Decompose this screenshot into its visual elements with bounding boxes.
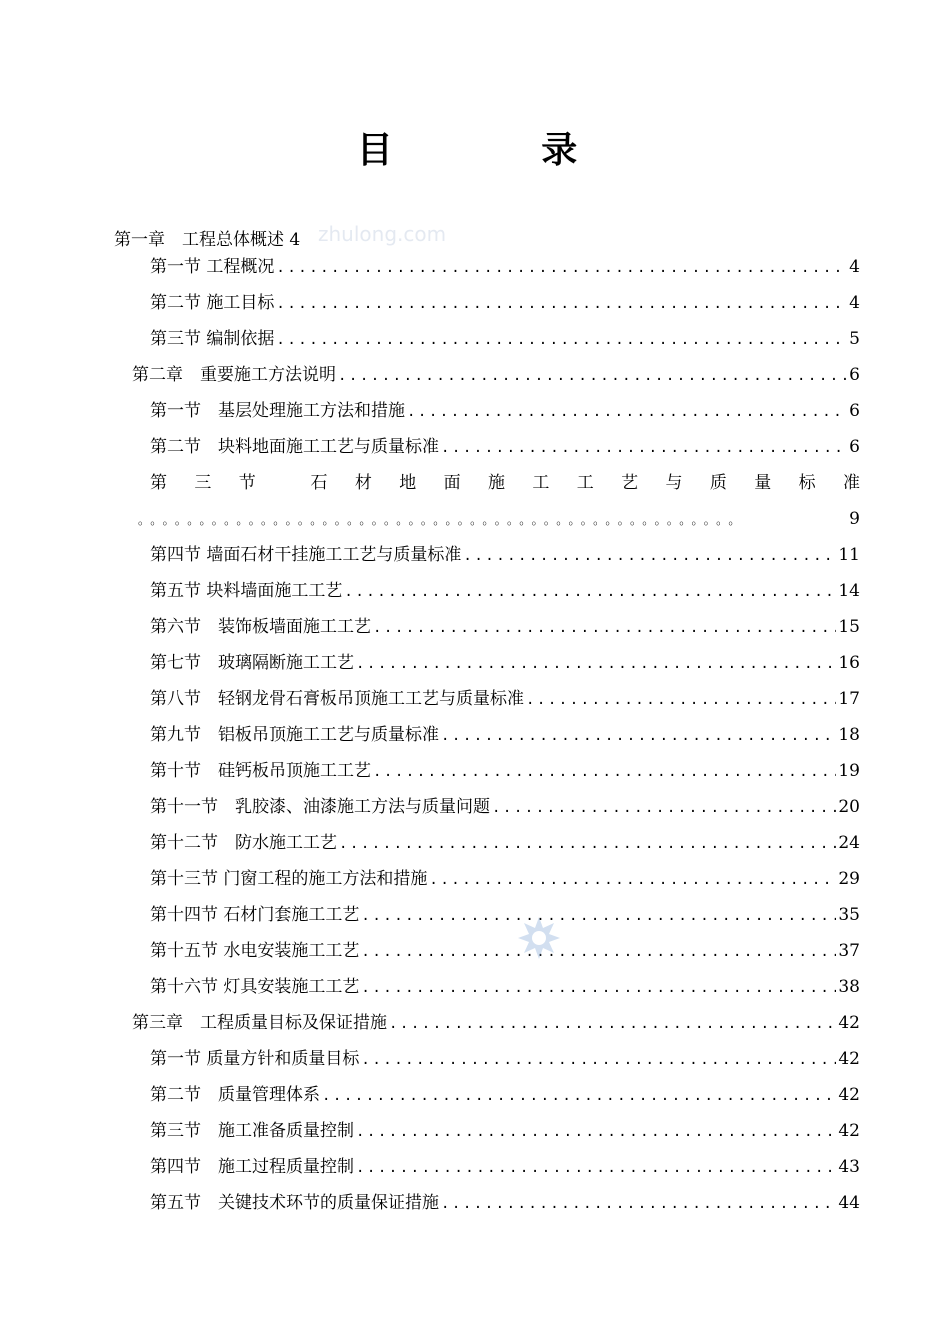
dot-leader <box>441 1186 836 1222</box>
toc-entry-page: 42 <box>838 1121 860 1141</box>
toc-entry-leader-row <box>138 501 860 538</box>
dot-leader <box>463 538 836 574</box>
toc-entry-page: 17 <box>838 689 860 709</box>
toc-entry-label: 第十六节 灯具安装施工工艺 <box>150 977 360 997</box>
toc-entry-page: 42 <box>838 1013 860 1033</box>
toc-entry-label: 第十二节 防水施工工艺 <box>150 833 337 853</box>
toc-entry-char: 与 <box>665 473 683 493</box>
toc-entry[interactable] <box>150 429 860 465</box>
dot-leader <box>276 286 847 322</box>
dot-leader <box>276 250 847 286</box>
toc-entry-label: 第十五节 水电安装施工工艺 <box>150 941 360 961</box>
dot-leader <box>441 718 836 754</box>
toc-entry-page: 24 <box>838 833 860 853</box>
toc-entry-char: 地 <box>399 473 417 493</box>
toc-entry-page: 42 <box>838 1085 860 1105</box>
toc-entry[interactable] <box>150 1077 860 1113</box>
dot-leader <box>373 754 836 790</box>
toc-entry[interactable] <box>150 321 860 357</box>
toc-entry[interactable] <box>150 825 860 861</box>
toc-entry-label: 第十四节 石材门套施工工艺 <box>150 905 360 925</box>
toc-entry-label: 第四节 墙面石材干挂施工工艺与质量标准 <box>150 545 462 565</box>
toc-entry[interactable] <box>150 249 860 285</box>
toc-entry-char: 施 <box>488 473 505 493</box>
toc-entry-page: 15 <box>838 617 860 637</box>
toc-entry-label-spread[interactable] <box>150 465 860 501</box>
toc-entry[interactable] <box>150 645 860 681</box>
dot-leader <box>441 430 847 466</box>
dot-leader <box>407 394 847 430</box>
toc-entry-label: 第十一节 乳胶漆、油漆施工方法与质量问题 <box>150 797 490 817</box>
toc-entry-label: 第四节 施工过程质量控制 <box>150 1157 354 1177</box>
toc-entry[interactable] <box>150 393 860 429</box>
toc-entry-label: 第三节 施工准备质量控制 <box>150 1121 354 1141</box>
toc-entry[interactable] <box>150 609 860 645</box>
toc-entry[interactable] <box>150 861 860 897</box>
toc-entry-char: 节 <box>238 473 256 493</box>
dot-leader <box>322 1078 836 1114</box>
toc-entry[interactable] <box>150 573 860 609</box>
toc-entry-label: 第一节 基层处理施工方法和措施 <box>150 401 405 421</box>
toc-entry-label: 第五节 块料墙面施工工艺 <box>150 581 343 601</box>
dot-leader <box>361 970 836 1006</box>
toc-entry-page: 19 <box>838 761 860 781</box>
dot-leader <box>138 502 849 538</box>
toc-entry[interactable] <box>150 681 860 717</box>
toc-entry-page: 5 <box>849 329 860 349</box>
toc-entry-label: 第十三节 门窗工程的施工方法和措施 <box>150 869 428 889</box>
emblem-icon <box>516 915 562 961</box>
toc-entry[interactable] <box>150 897 860 933</box>
dot-leader <box>339 826 836 862</box>
toc-entry[interactable] <box>150 933 860 969</box>
toc-entry-char: 三 <box>194 473 212 493</box>
toc-entry-label: 第一节 质量方针和质量目标 <box>150 1049 360 1069</box>
toc-entry-page: 20 <box>838 797 860 817</box>
toc-entry-page: 11 <box>838 545 860 565</box>
toc-entry-page: 4 <box>849 293 860 313</box>
toc-entry-char: 艺 <box>621 473 639 493</box>
toc-entry-label: 第六节 装饰板墙面施工工艺 <box>150 617 371 637</box>
toc-entry-label: 第十节 硅钙板吊顶施工工艺 <box>150 761 371 781</box>
toc-entry-label: 第二节 质量管理体系 <box>150 1085 320 1105</box>
toc-entry-char: 准 <box>843 473 860 493</box>
dot-leader <box>344 574 836 610</box>
toc-entry-page: 4 <box>849 257 860 277</box>
toc-entry-char: 材 <box>354 473 372 493</box>
toc-entry-page: 29 <box>838 869 860 889</box>
toc-entry-label: 第二章 重要施工方法说明 <box>132 365 336 385</box>
toc-entry[interactable] <box>150 789 860 825</box>
toc-entry-label: 第八节 轻钢龙骨石膏板吊顶施工工艺与质量标准 <box>150 689 524 709</box>
toc-entry-page: 43 <box>838 1157 860 1177</box>
toc-entry[interactable] <box>132 357 860 393</box>
toc-entry-page: 16 <box>838 653 860 673</box>
dot-leader <box>356 1150 836 1186</box>
toc-entry[interactable] <box>150 537 860 573</box>
toc-entry-char: 工 <box>576 473 594 493</box>
toc-entry[interactable] <box>150 969 860 1005</box>
dot-leader <box>361 934 836 970</box>
toc-entry-page: 37 <box>838 941 860 961</box>
toc-entry-page: 18 <box>838 725 860 745</box>
toc-entry[interactable] <box>150 1041 860 1077</box>
toc-entry-char: 石 <box>310 473 328 493</box>
toc-entry-char: 量 <box>754 473 772 493</box>
dot-leader <box>361 898 836 934</box>
toc-entry[interactable] <box>150 717 860 753</box>
toc-entry-page: 14 <box>838 581 860 601</box>
toc-entry-label: 第九节 铝板吊顶施工工艺与质量标准 <box>150 725 439 745</box>
toc-entry-char: 质 <box>709 473 727 493</box>
dot-leader <box>492 790 836 826</box>
toc-entry[interactable] <box>150 1149 860 1185</box>
toc-entry[interactable] <box>150 753 860 789</box>
dot-leader <box>429 862 836 898</box>
toc-entry-char: 面 <box>443 473 461 493</box>
toc-entry-label: 第五节 关键技术环节的质量保证措施 <box>150 1193 439 1213</box>
toc-entry-label: 第二节 块料地面施工工艺与质量标准 <box>150 437 439 457</box>
dot-leader <box>276 322 847 358</box>
toc-entry-label: 第三节 编制依据 <box>150 329 275 349</box>
dot-leader <box>356 646 836 682</box>
toc-entry-page: 38 <box>838 977 860 997</box>
toc-entry[interactable] <box>150 1185 860 1221</box>
toc-entry-char: 第 <box>150 473 167 493</box>
toc-entry-char: 工 <box>532 473 550 493</box>
toc-entry-char: 标 <box>798 473 816 493</box>
toc-entry[interactable] <box>150 1113 860 1149</box>
toc-entry-label: 第一章 工程总体概述 4 <box>114 230 301 250</box>
dot-leader <box>361 1042 836 1078</box>
toc-entry-label: 第二节 施工目标 <box>150 293 275 313</box>
dot-leader <box>526 682 836 718</box>
toc-entry-label: 第七节 玻璃隔断施工工艺 <box>150 653 354 673</box>
toc-entry-label: 第三章 工程质量目标及保证措施 <box>132 1013 387 1033</box>
toc-entry-page: 44 <box>838 1193 860 1213</box>
toc-entry-label: 第一节 工程概况 <box>150 257 275 277</box>
toc-entry-page: 6 <box>849 437 860 457</box>
toc-entry[interactable] <box>132 1005 860 1041</box>
toc-entry-page: 6 <box>849 401 860 421</box>
toc-entry-page: 9 <box>849 509 860 529</box>
page-title: 目 录 <box>356 130 646 171</box>
dot-leader <box>389 1006 836 1042</box>
toc-entry[interactable] <box>150 285 860 321</box>
watermark: zhulong.com <box>318 222 447 246</box>
toc-entry-page: 42 <box>838 1049 860 1069</box>
dot-leader <box>373 610 836 646</box>
toc-entry-page: 35 <box>838 905 860 925</box>
dot-leader <box>338 358 847 394</box>
dot-leader <box>356 1114 836 1150</box>
toc-entry-page: 6 <box>849 365 860 385</box>
